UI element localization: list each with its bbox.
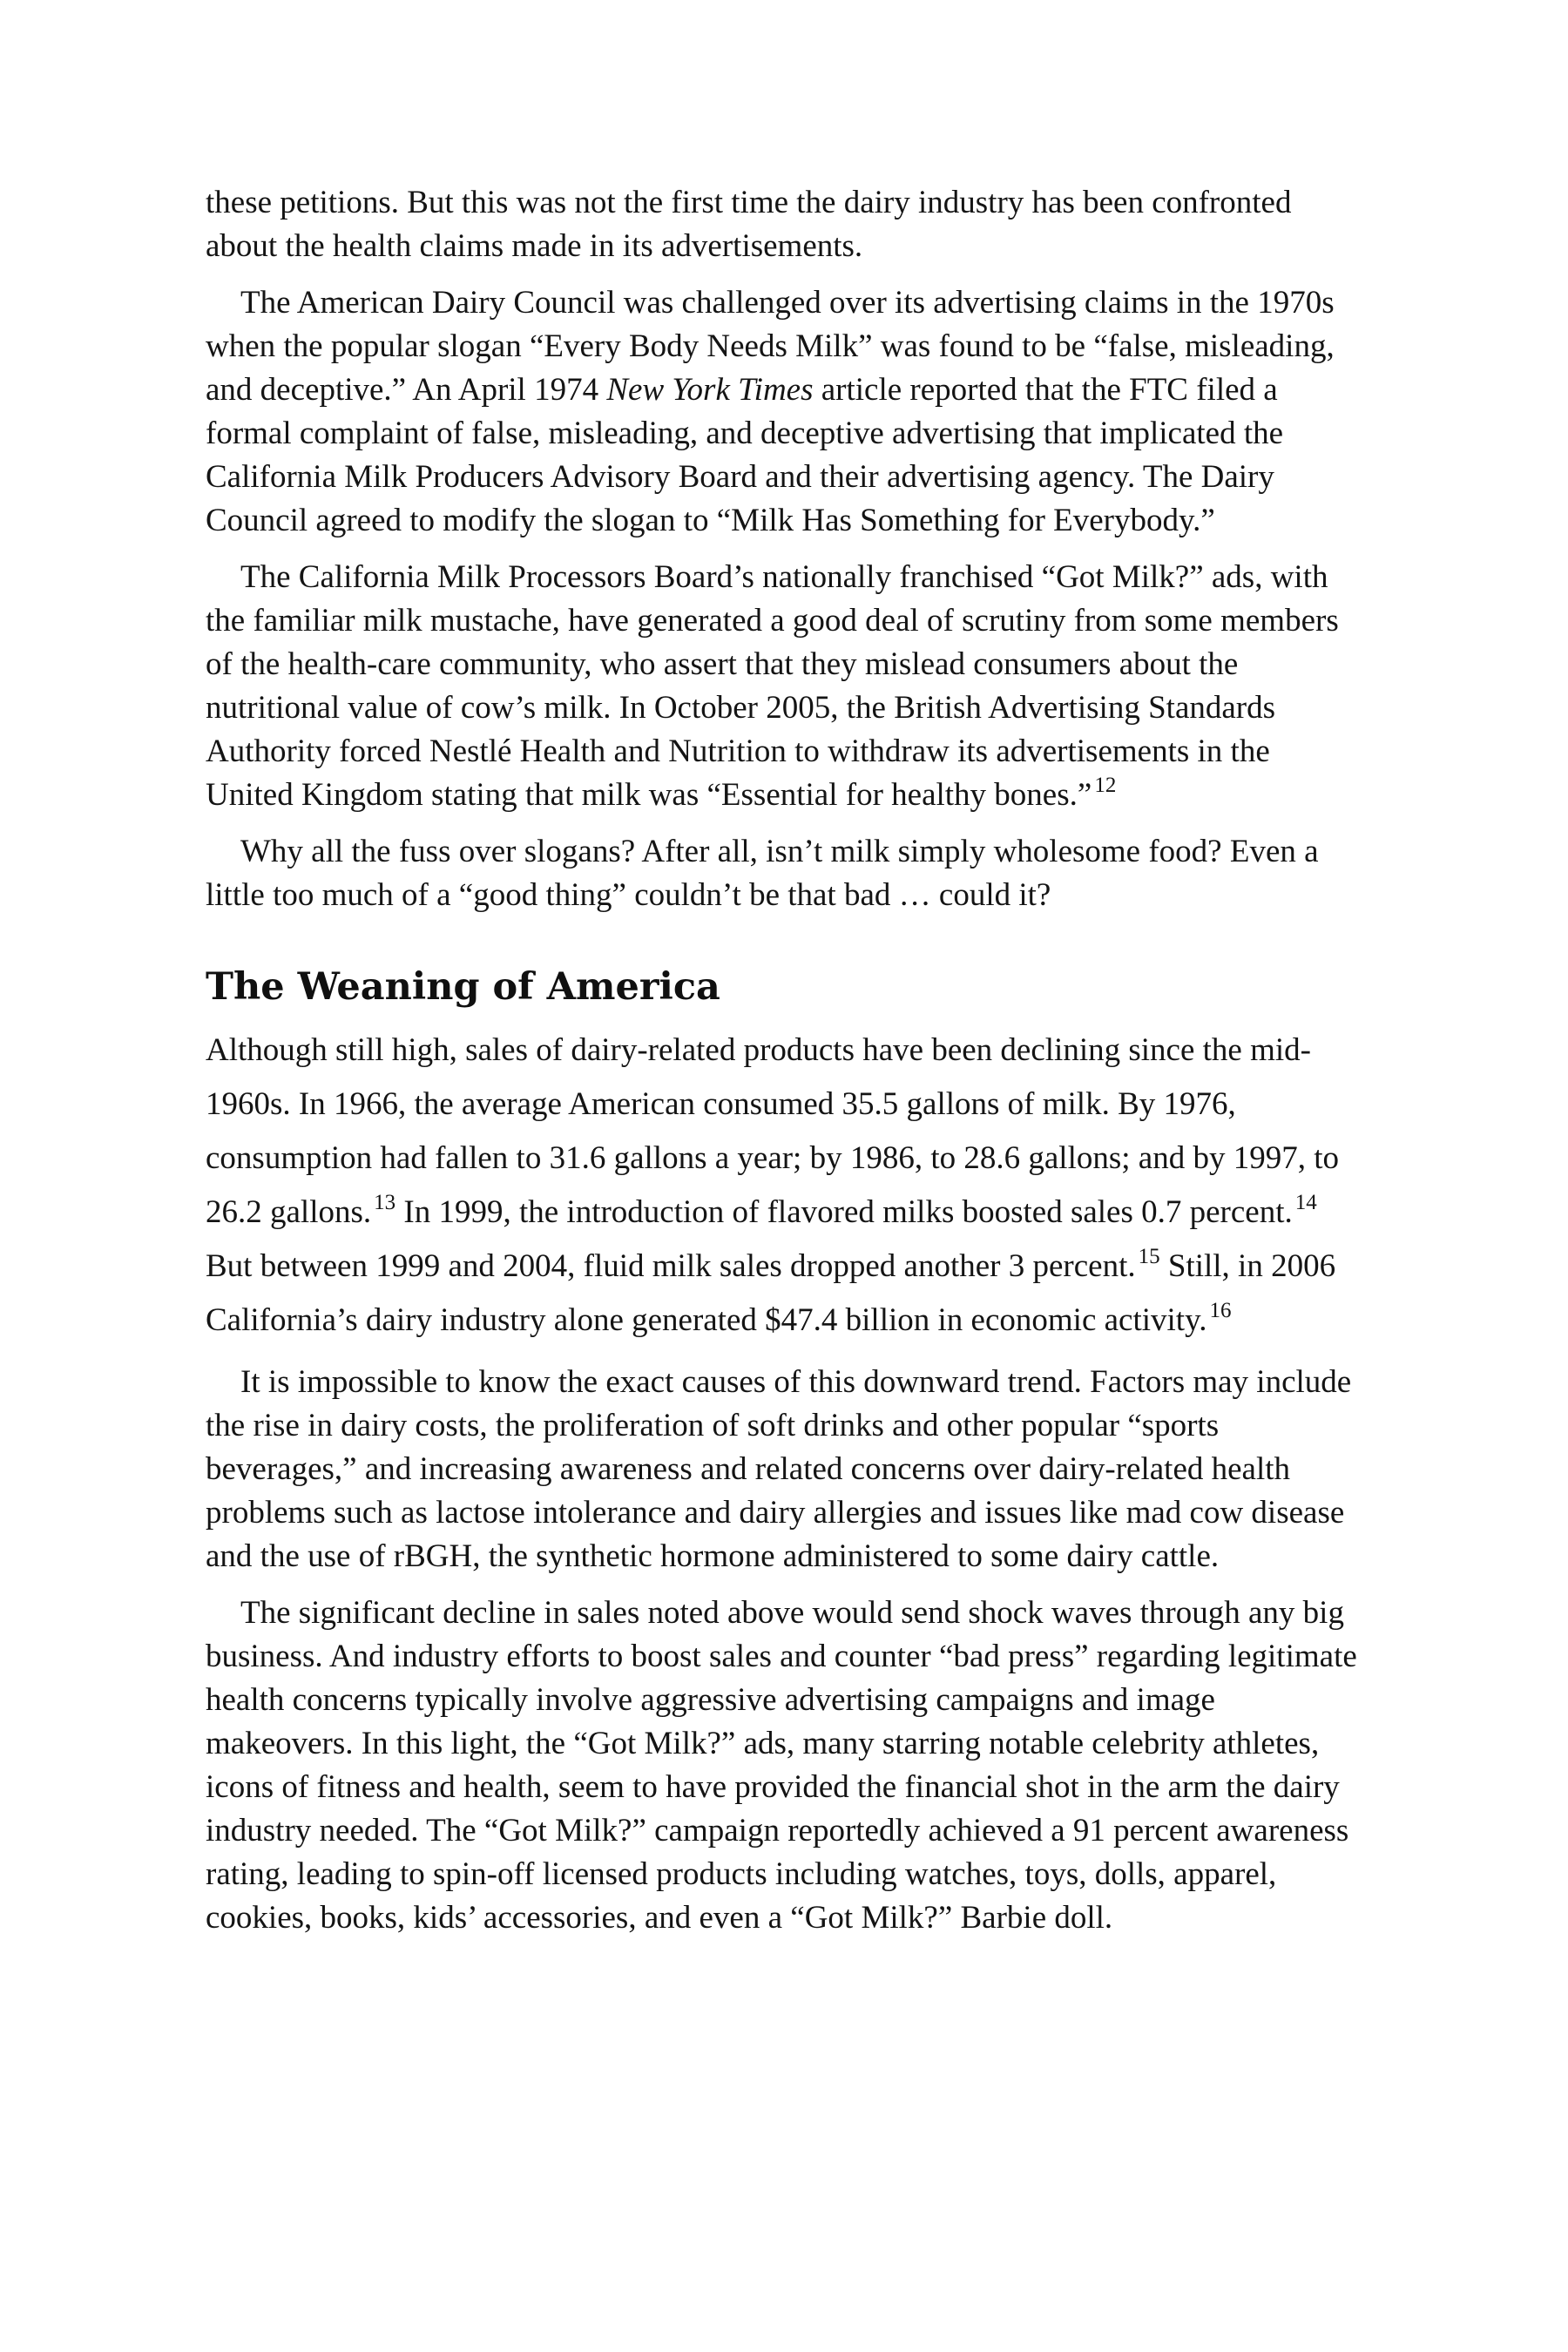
footnote-marker: 13 [374,1190,396,1214]
italic-title: New York Times [606,372,814,408]
footnote-marker: 16 [1209,1298,1232,1322]
section-heading: The Weaning of America [206,965,720,1009]
text-run: The California Milk Processors Board’s nationally franchised “Got Milk?” ads, with the familiar milk mustache, have generated a good deal of scrutiny from some members of the health-care community, who assert that they mislead consumers about the nutritional value of cow’s milk. In October 2005, the British Advertising Standards Authority forced Nestlé Health and Nutrition to withdraw its advertisements in the United Kingdom stating that milk was “Essential for healthy bones.” [206,559,1339,813]
text-run: article reported that the FTC filed a formal complaint of false, misleading, and deceptive advertising that implicated the California Milk Producers Advisory Board and their advertising agency. The Dairy Council agreed to modify the slogan to “Milk Has Something for Everybody.” [206,372,1284,538]
text-run: Why all the fuss over slogans? After all, isn’t milk simply wholesome food? Even a little too much of a “good thing” couldn’t be that bad … could it? [206,834,1319,913]
footnote-marker: 14 [1294,1190,1317,1214]
paragraph [206,181,1357,268]
book-page [206,181,1357,1940]
paragraph [206,1024,1357,1348]
text-run: Although still high, sales of dairy-related products have been declining since the mid-1960s. In 1966, the average American consumed 35.5 gallons of milk. By 1976, consumption had fallen to 31.6 gallons a year; by 1986, to 28.6 gallons; and by 1997, to 26.2 gallons. [206,1032,1339,1230]
text-run: The American Dairy Council was challenged over its advertising claims in the 1970s when the popular slogan “Every Body Needs Milk” was found to be “false, misleading, and deceptive.” An April 1974 [206,285,1335,408]
body-text-after-heading [206,1024,1357,1940]
text-run: It is impossible to know the exact causes of this downward trend. Factors may include the rise in dairy costs, the proliferation of soft drinks and other popular “sports beverages,” and increasing awareness and related concerns over dairy-related health problems such as lactose intolerance and dairy allergies and issues like mad cow disease and the use of rBGH, the synthetic hormone administered to some dairy cattle. [206,1364,1352,1574]
paragraph [206,281,1357,543]
text-run: these petitions. But this was not the first time the dairy industry has been confronted about the health claims made in its advertisements. [206,185,1292,264]
footnote-marker: 12 [1094,773,1117,797]
body-text-before-heading [206,181,1357,917]
text-run: The significant decline in sales noted above would send shock waves through any big business. And industry efforts to boost sales and counter “bad press” regarding legitimate health concerns typically involve aggressive advertising campaigns and image makeovers. In this light, the “Got Milk?” ads, many starring notable celebrity athletes, icons of fitness and health, seem to have provided the financial shot in the arm the dairy industry needed. The “Got Milk?” campaign reportedly achieved a 91 percent awareness rating, leading to spin-off licensed products including watches, toys, dolls, apparel, cookies, books, kids’ accessories, and even a “Got Milk?” Barbie doll. [206,1595,1357,1936]
text-run: In 1999, the introduction of flavored milks boosted sales 0.7 percent. [395,1194,1293,1230]
text-run: But between 1999 and 2004, fluid milk sales dropped another 3 percent. [206,1248,1136,1284]
paragraph [206,1361,1357,1578]
text-run: Still, in 2006 California’s dairy industry alone generated $47.4 billion in economic activity. [206,1248,1336,1338]
footnote-marker: 15 [1138,1244,1160,1268]
paragraph [206,556,1357,817]
paragraph [206,830,1357,917]
paragraph [206,1592,1357,1940]
